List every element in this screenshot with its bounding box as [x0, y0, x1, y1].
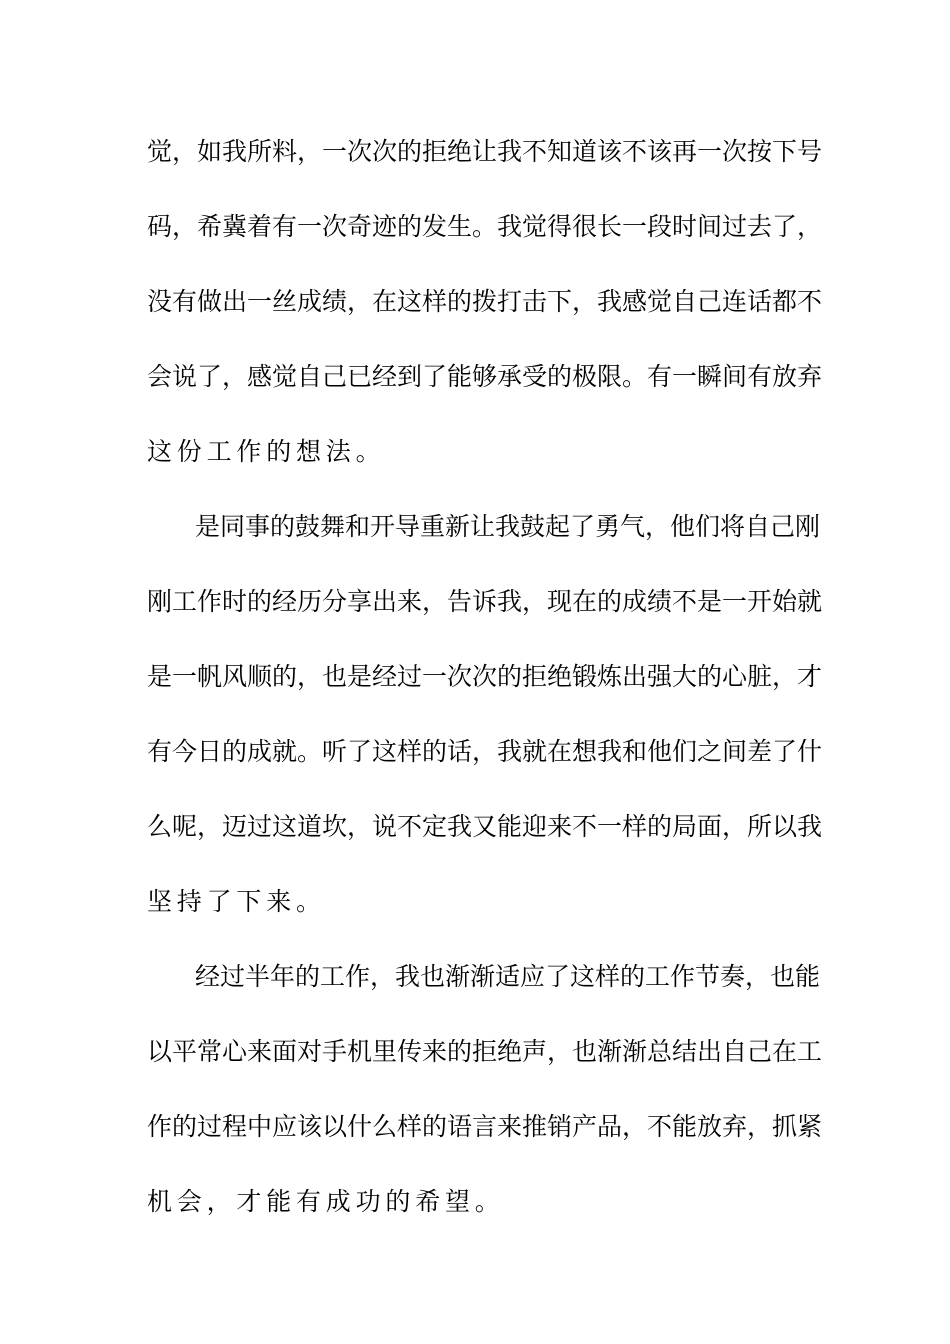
- paragraph-1-line-5: 这份工作的想法。: [147, 437, 386, 466]
- paragraph-1-line-4: 会说了，感觉自己已经到了能够承受的极限。有一瞬间有放弃: [147, 362, 823, 391]
- paragraph-2-line-2: 刚工作时的经历分享出来，告诉我，现在的成绩不是一开始就: [147, 587, 823, 616]
- paragraph-3-line-3: 作的过程中应该以什么样的语言来推销产品，不能放弃，抓紧: [147, 1112, 823, 1141]
- paragraph-2-line-3: 是一帆风顺的，也是经过一次次的拒绝锻炼出强大的心脏，才: [147, 662, 823, 691]
- paragraph-2-line-5: 么呢，迈过这道坎，说不定我又能迎来不一样的局面，所以我: [147, 812, 823, 841]
- paragraph-1-line-3: 没有做出一丝成绩，在这样的拨打击下，我感觉自己连话都不: [147, 287, 823, 316]
- paragraph-2-line-6: 坚持了下来。: [147, 887, 326, 916]
- paragraph-2-line-1: 是同事的鼓舞和开导重新让我鼓起了勇气，他们将自己刚: [195, 512, 821, 541]
- paragraph-3-line-1: 经过半年的工作，我也渐渐适应了这样的工作节奏，也能: [195, 962, 821, 991]
- paragraph-2-line-4: 有今日的成就。听了这样的话，我就在想我和他们之间差了什: [147, 737, 823, 766]
- paragraph-1-line-2: 码，希冀着有一次奇迹的发生。我觉得很长一段时间过去了，: [147, 212, 823, 241]
- paragraph-3-line-4: 机会，才能有成功的希望。: [147, 1187, 505, 1216]
- paragraph-1-line-1: 觉，如我所料，一次次的拒绝让我不知道该不该再一次按下号: [147, 137, 823, 166]
- paragraph-3-line-2: 以平常心来面对手机里传来的拒绝声，也渐渐总结出自己在工: [147, 1037, 823, 1066]
